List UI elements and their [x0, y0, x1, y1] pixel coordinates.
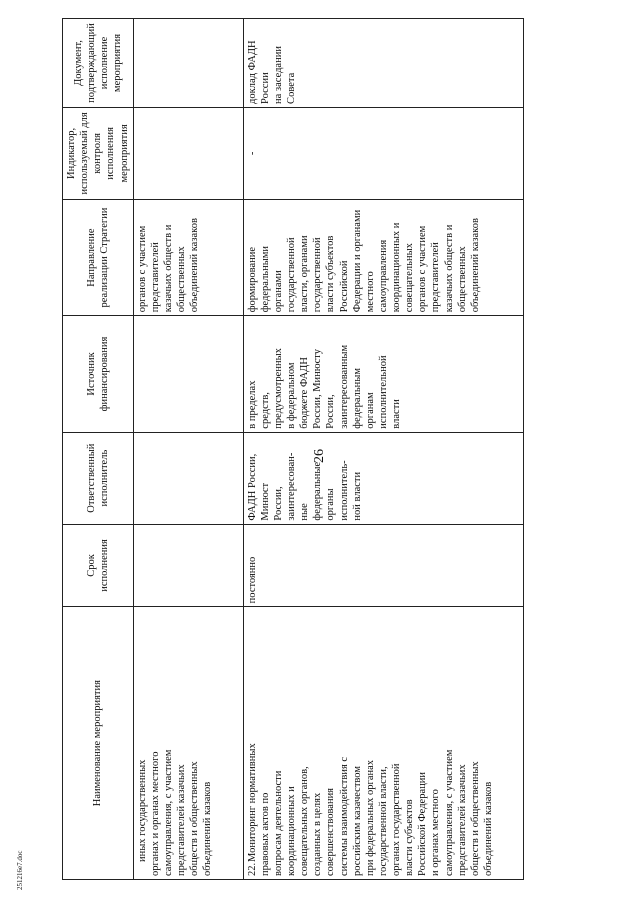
cell-term: постоянно: [243, 524, 523, 607]
footer-file-code: 251216e7.doc: [16, 850, 24, 890]
cell-document: [133, 19, 243, 108]
table-row-22: [243, 19, 523, 880]
header-name: Наименование мероприятия: [63, 607, 134, 880]
measures-table-container: [62, 18, 581, 880]
cell-document: доклад ФАДН России на заседании Совета: [243, 19, 523, 108]
cell-name: [133, 607, 243, 880]
cell-indicator: -: [243, 107, 523, 199]
cell-executor: ФАДН России, Минюст России, заинтересован- ные федеральные органы исполнитель- ной власти: [243, 432, 523, 524]
cell-financing: [133, 316, 243, 432]
page-number: 26: [312, 449, 327, 463]
header-term: Срок исполнения: [63, 524, 134, 607]
table-header-row: [63, 19, 134, 880]
header-indicator: Индикатор, используемый для контроля исполнения мероприятия: [63, 107, 134, 199]
header-executor: Ответственный исполнитель: [63, 432, 134, 524]
measures-table: [62, 18, 524, 880]
header-financing: Источник финансирования: [63, 316, 134, 432]
cell-direction: органов с участием представителей казачьих обществ и общественных объединений казаков: [133, 199, 243, 315]
row-22-name-text: Мониторинг нормативных правовых актов по вопросам деятельности координационных и совещательных органов, созданных в целях совершенствования системы взаимодействия с российским казачеством при федеральных органах государственной власти, органах государственной власти субъектов Российской Федерации и органах местного самоуправления, с участием представителей казачьих обществ и общественных объединений казаков: [246, 743, 494, 876]
cell-executor: [133, 432, 243, 524]
cell-direction: формирование федеральными органами государственной власти, органами государственной власти субъектов Российской Федерации и органами местного самоуправления координационных и совещательных органов с участием представителей казачьих обществ и общественных объединений казаков: [243, 199, 523, 315]
table-row-continuation: [133, 19, 243, 880]
continuation-name-text: иных государственных органах и органах местного самоуправления, с участием представителей казачьих обществ и общественных объединений казаков: [136, 749, 214, 876]
cell-financing: в пределах средств, предусмотренных в федеральном бюджете ФАДН России, Минюсту России, заинтересованным федеральным органам исполнительной власти: [243, 316, 523, 432]
cell-name: [243, 607, 523, 880]
row-number: 22.: [246, 862, 258, 876]
header-document: Документ, подтверждающий исполнение мероприятия: [63, 19, 134, 108]
header-direction: Направление реализации Стратегии: [63, 199, 134, 315]
cell-term: [133, 524, 243, 607]
cell-indicator: [133, 107, 243, 199]
